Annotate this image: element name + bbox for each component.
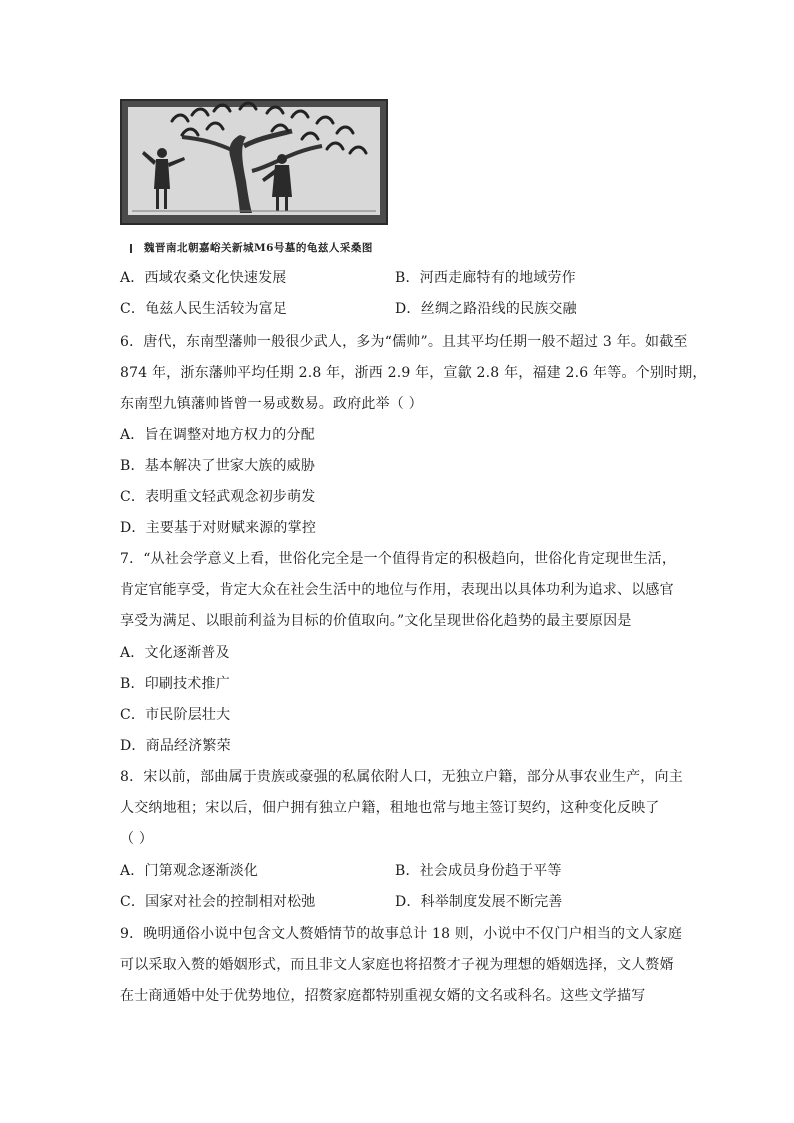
q9-stem-line-3: 在士商通婚中处于优势地位，招赘家庭都特别重视女婿的文名或科名。这些文学描写 xyxy=(120,988,646,1004)
q7-option-b: B．印刷技术推广 xyxy=(120,676,230,692)
q7-stem-line-3: 享受为满足、以眼前利益为目标的价值取向。”文化呈现世俗化趋势的最主要原因是 xyxy=(120,613,632,629)
caption-marker xyxy=(130,244,132,253)
q8-option-a: A．门第观念逐渐淡化 xyxy=(120,863,259,879)
q8-option-d: D．科举制度发展不断完善 xyxy=(395,894,563,910)
q6-option-a: A．旨在调整对地方权力的分配 xyxy=(120,427,315,443)
q8-option-c: C．国家对社会的控制相对松弛 xyxy=(120,894,316,910)
q7-option-d: D．商品经济繁荣 xyxy=(120,738,231,754)
q9-stem-line-2: 可以采取入赘的婚姻形式，而且非文人家庭也将招赘才子视为理想的婚姻选择，文人赘婿 xyxy=(120,957,674,973)
q5-option-a: A．西域农桑文化快速发展 xyxy=(120,270,287,286)
q8-stem-line-3: （ ） xyxy=(120,831,154,847)
figure-caption-text: 魏晋南北朝嘉峪关新城M6号墓的龟兹人采桑图 xyxy=(144,242,373,254)
mulberry-picking-painting xyxy=(120,99,388,225)
figure-caption xyxy=(130,240,373,255)
painting-illustration xyxy=(122,101,386,223)
q5-option-b: B．河西走廊特有的地域劳作 xyxy=(395,270,576,286)
q6-stem-line-3: 东南型九镇藩帅皆曾一易或数易。政府此举（ ） xyxy=(120,396,423,412)
q7-option-a: A．文化逐渐普及 xyxy=(120,645,230,661)
q7-stem-line-1: 7．“从社会学意义上看，世俗化完全是一个值得肯定的积极趋向，世俗化肯定现世生活， xyxy=(120,551,677,567)
q8-option-b: B．社会成员身份趋于平等 xyxy=(395,863,562,879)
q6-option-c: C．表明重文轻武观念初步萌发 xyxy=(120,489,316,505)
q5-option-c: C．龟兹人民生活较为富足 xyxy=(120,301,288,317)
q8-stem-line-1: 8．宋以前，部曲属于贵族或豪强的私属依附人口，无独立户籍，部分从事农业生产，向主 xyxy=(120,769,683,785)
q6-option-b: B．基本解决了世家大族的威胁 xyxy=(120,458,316,474)
q9-stem-line-1: 9．晚明通俗小说中包含文人赘婚情节的故事总计 18 则，小说中不仅门户相当的文人家庭 xyxy=(120,926,683,942)
q6-stem-line-1: 6．唐代，东南型藩帅一般很少武人，多为“儒帅”。且其平均任期一般不超过 3 年。如截至 xyxy=(120,334,688,350)
q7-option-c: C．市民阶层壮大 xyxy=(120,707,231,723)
q8-stem-line-2: 人交纳地租；宋以后，佃户拥有独立户籍，租地也常与地主签订契约，这种变化反映了 xyxy=(120,800,660,816)
q7-stem-line-2: 肯定官能享受，肯定大众在社会生活中的地位与作用，表现出以具体功利为追求、以感官 xyxy=(120,582,674,598)
q6-option-d: D．主要基于对财赋来源的掌控 xyxy=(120,520,317,536)
q6-stem-line-2: 874 年，浙东藩帅平均任期 2.8 年，浙西 2.9 年，宣歙 2.8 年，福建 2.6 年等。个别时期， xyxy=(120,365,707,381)
q5-option-d: D．丝绸之路沿线的民族交融 xyxy=(395,301,577,317)
